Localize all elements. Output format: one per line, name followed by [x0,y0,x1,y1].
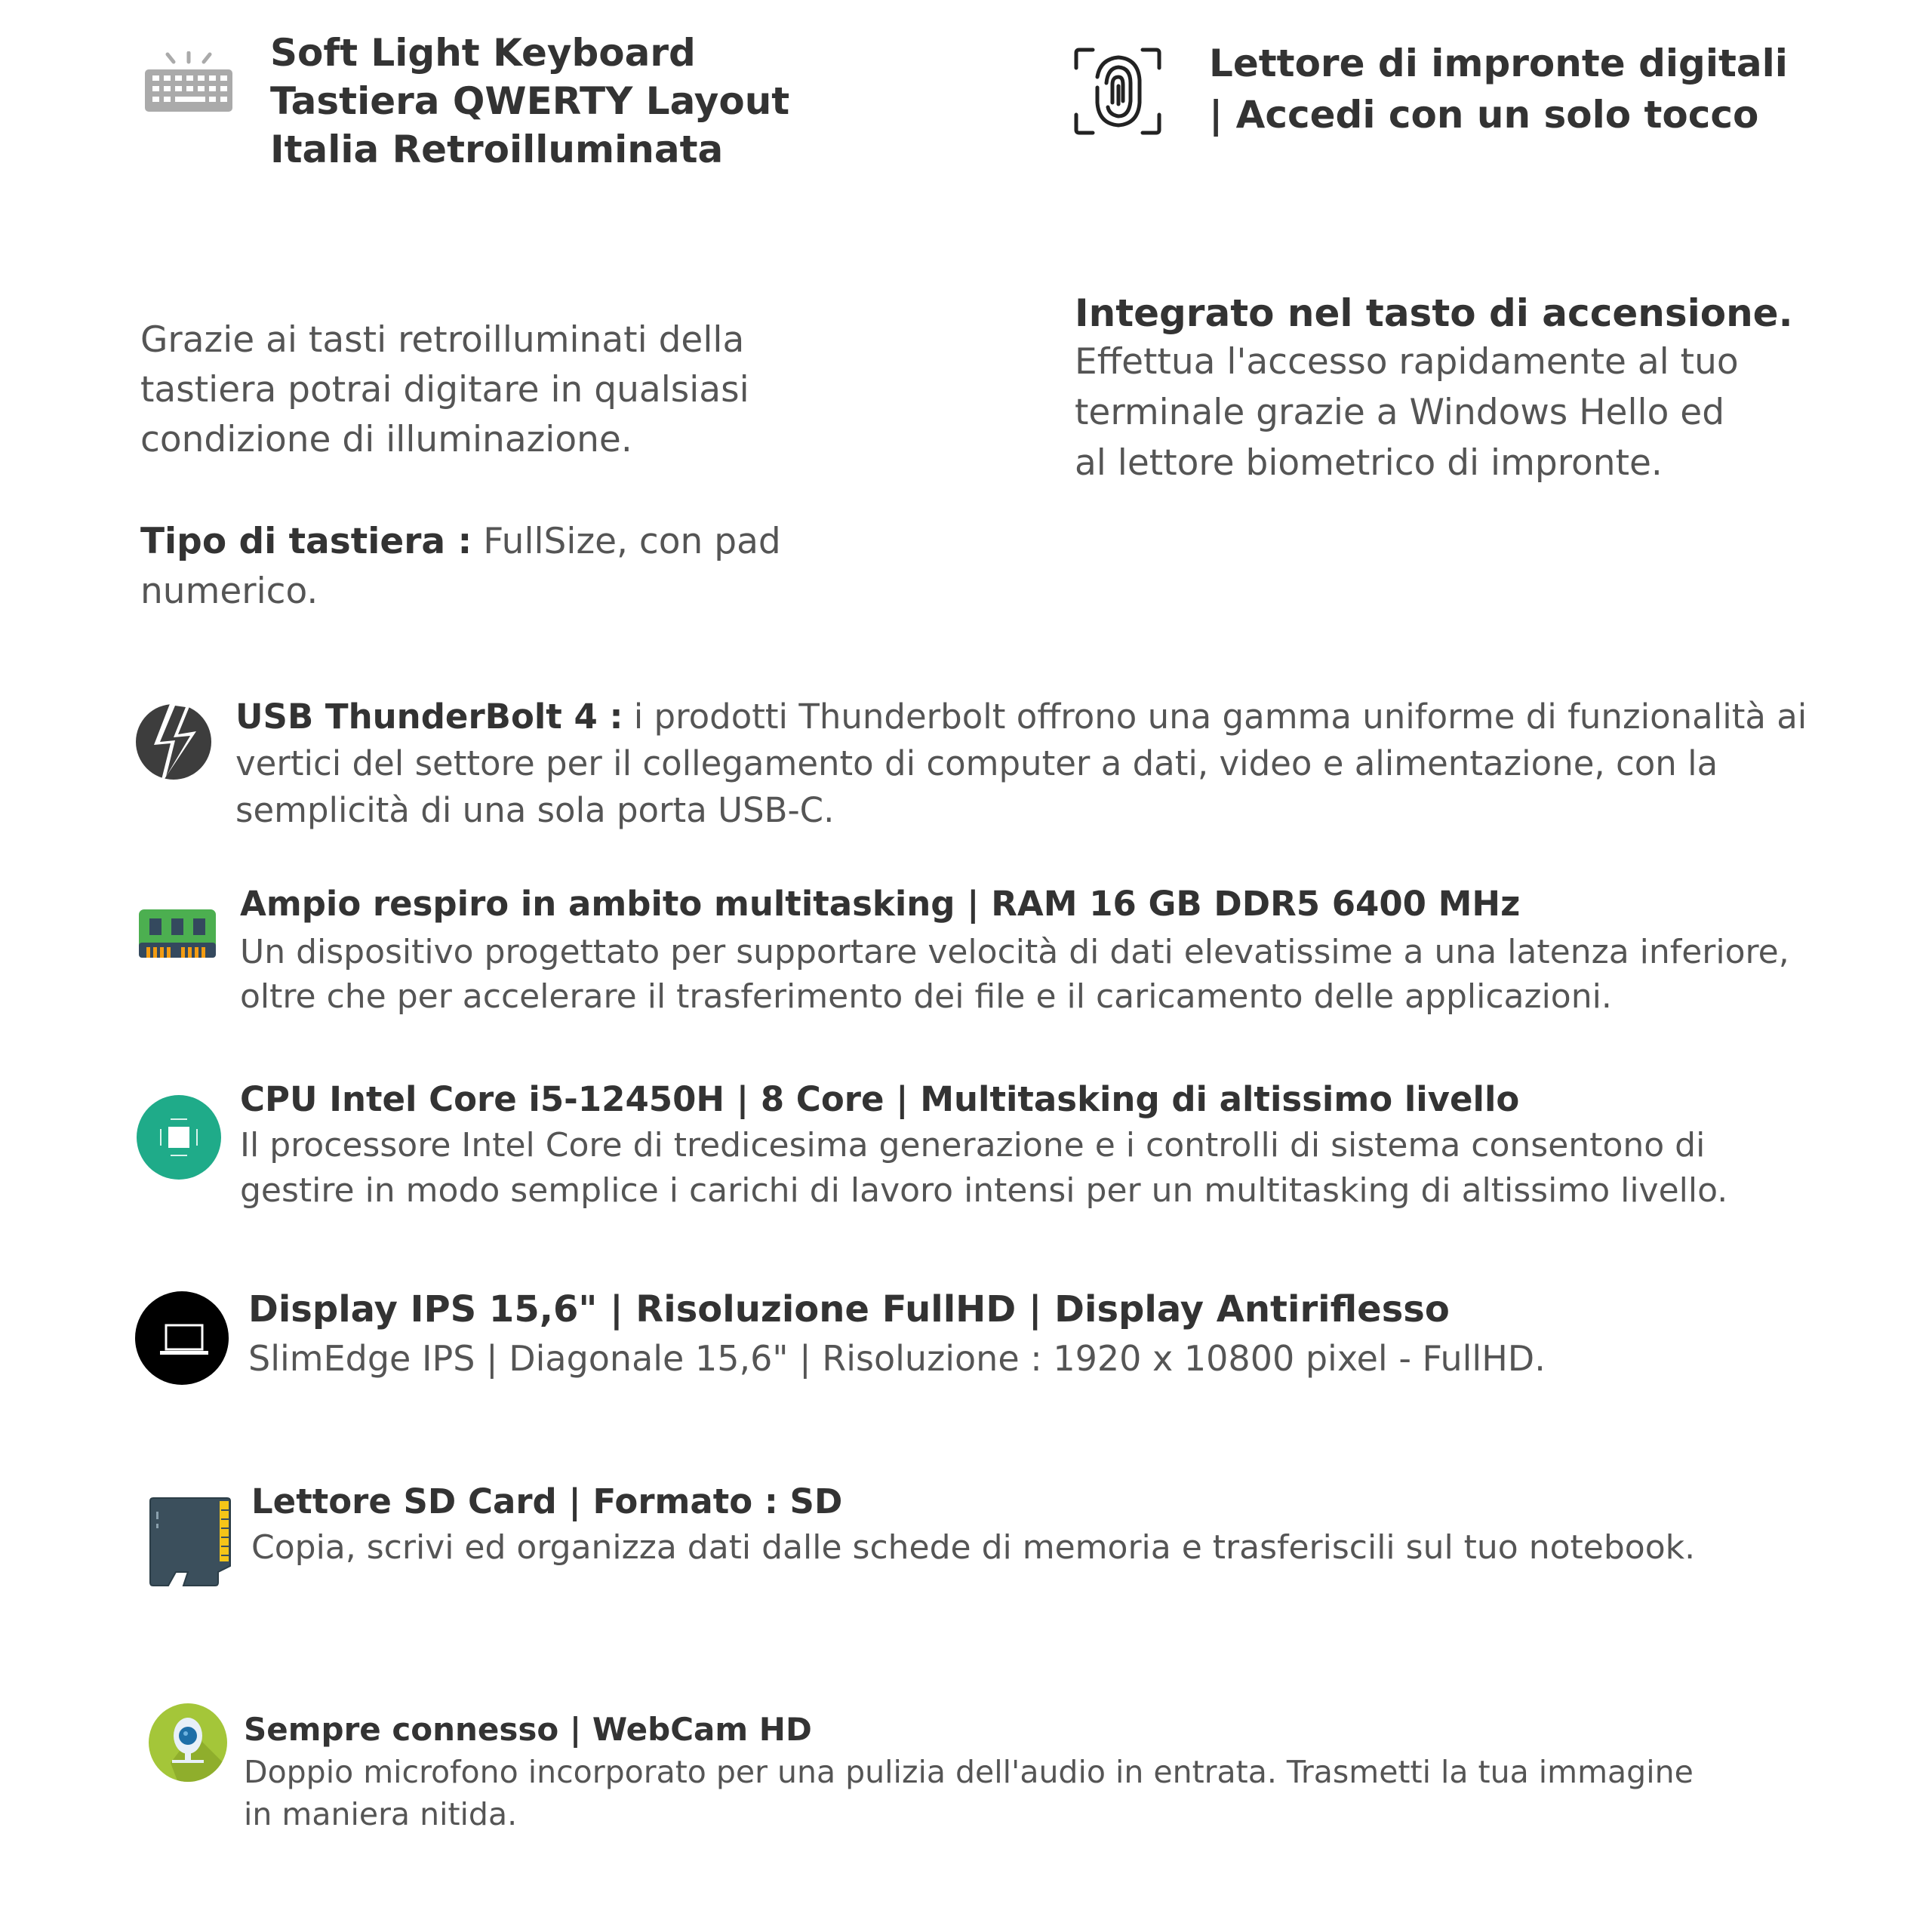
ram-description-line: oltre che per accelerare il trasferimento dei file e il caricamento delle applicazioni. [240,977,1612,1016]
webcam-description [244,1751,1694,1835]
fingerprint-title-line: Lettore di impronte digitali [1209,42,1788,85]
thunderbolt-text: vertici del settore per il collegamento di computer a dati, video e alimentazione, con la [235,743,1718,783]
cpu-description [240,1123,1727,1214]
fingerprint-description-line: terminale grazie a Windows Hello ed [1075,392,1725,433]
webcam-description-line: in maniera nitida. [244,1796,518,1832]
keyboard-title-line: Italia Retroilluminata [270,128,724,171]
fingerprint-description [1075,337,1739,488]
laptop-display-icon [134,1291,229,1386]
webcam-icon [148,1703,228,1783]
sd-card-title: Lettore SD Card | Formato : SD [251,1481,843,1521]
thunderbolt-text: i prodotti Thunderbolt offrono una gamma uniforme di funzionalità ai [623,697,1807,737]
display-title: Display IPS 15,6" | Risoluzione FullHD | Display Antiriflesso [248,1288,1450,1331]
cpu-title: CPU Intel Core i5-12450H | 8 Core | Multitasking di altissimo livello [240,1079,1520,1119]
fingerprint-description-line: Effettua l'accesso rapidamente al tuo [1075,341,1739,383]
keyboard-type-value: FullSize, con pad [472,521,781,562]
keyboard-title [270,29,789,174]
keyboard-backlit-icon [143,51,234,113]
keyboard-description [140,315,749,465]
cpu-chip-icon [136,1094,222,1180]
sd-card-description-line: Copia, scrivi ed organizza dati dalle schede di memoria e trasferiscili sul tuo notebook. [251,1528,1696,1567]
keyboard-description-line: condizione di illuminazione. [140,419,632,460]
sd-card-description [251,1525,1695,1571]
keyboard-type [140,517,781,617]
thunderbolt-label: USB ThunderBolt 4 : [235,697,623,737]
keyboard-title-line: Soft Light Keyboard [270,31,696,75]
fingerprint-title-line: | Accedi con un solo tocco [1209,93,1759,137]
thunderbolt-text: semplicità di una sola porta USB-C. [235,790,835,830]
ram-description-line: Un dispositivo progettato per supportare velocità di dati elevatissime a una latenza inferiore, [240,933,1789,971]
sd-card-icon [146,1497,235,1587]
ram-icon [139,909,216,959]
keyboard-type-label: Tipo di tastiera : [140,521,472,562]
webcam-description-line: Doppio microfono incorporato per una pulizia dell'audio in entrata. Trasmetti la tua immagine [244,1754,1694,1790]
keyboard-description-line: tastiera potrai digitare in qualsiasi [140,369,749,411]
webcam-title: Sempre connesso | WebCam HD [244,1711,812,1748]
fingerprint-description-line: al lettore biometrico di impronte. [1075,442,1663,484]
ram-description [240,930,1789,1019]
cpu-description-line: Il processore Intel Core di tredicesima generazione e i controlli di sistema consentono di [240,1126,1706,1164]
fingerprint-icon [1073,47,1162,136]
thunderbolt-feature [235,694,1807,834]
display-description-line: SlimEdge IPS | Diagonale 15,6" | Risoluzione : 1920 x 10800 pixel - FullHD. [248,1338,1546,1379]
keyboard-title-line: Tastiera QWERTY Layout [270,79,790,123]
fingerprint-subtitle: Integrato nel tasto di accensione. [1075,291,1793,335]
fingerprint-title [1209,38,1788,140]
keyboard-type-value: numerico. [140,571,318,612]
keyboard-description-line: Grazie ai tasti retroilluminati della [140,319,745,361]
ram-title: Ampio respiro in ambito multitasking | RAM 16 GB DDR5 6400 MHz [240,884,1521,924]
cpu-description-line: gestire in modo semplice i carichi di lavoro intensi per un multitasking di altissimo livello. [240,1171,1728,1210]
thunderbolt-icon [133,698,214,787]
display-description [248,1334,1546,1383]
